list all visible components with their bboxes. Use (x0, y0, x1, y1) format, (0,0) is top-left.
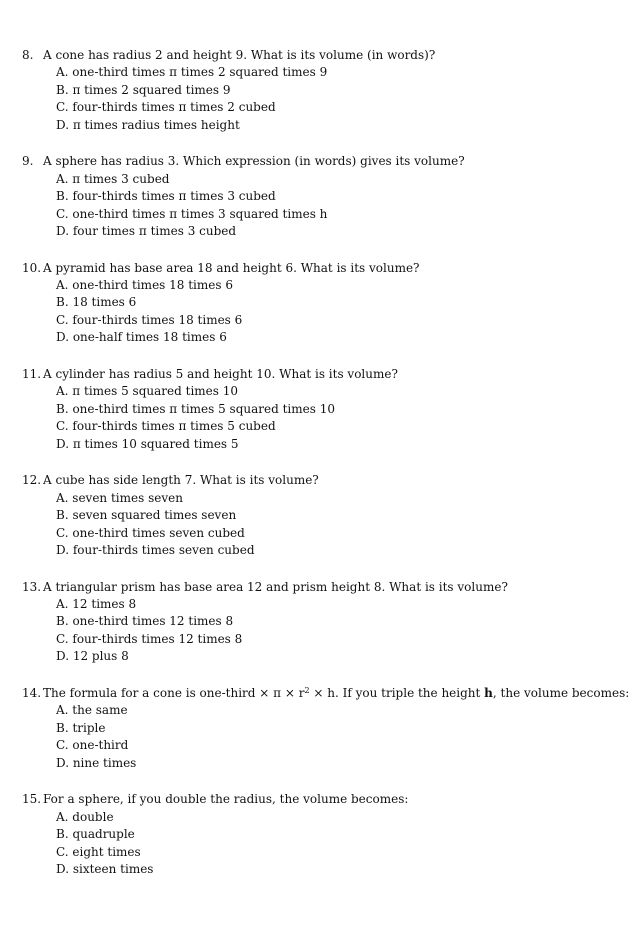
choice-c: C. four-thirds times 12 times 8 (56, 631, 243, 646)
choice-b: B. one-third times π times 5 squared times 10 (56, 401, 335, 416)
choice-list (0, 490, 608, 560)
question-text: A cube has side length 7. What is its volume? (43, 473, 319, 488)
question-stem (0, 579, 608, 596)
choice-b: B. seven squared times seven (56, 508, 237, 523)
question-stem (0, 685, 629, 702)
question-number: 12. (22, 473, 42, 488)
choice-d: D. 12 plus 8 (56, 649, 129, 664)
choice-d: D. nine times (56, 755, 137, 770)
question-number: 9. (22, 154, 34, 169)
question-number: 15. (22, 792, 42, 807)
question-9 (0, 153, 608, 240)
choice-d: D. four times π times 3 cubed (56, 223, 237, 238)
choice-a: A. double (56, 809, 114, 824)
choice-d: D. four-thirds times seven cubed (56, 542, 255, 557)
choice-b: B. π times 2 squared times 9 (56, 82, 231, 97)
question-text: A sphere has radius 3. Which expression (in words) gives its volume? (43, 154, 465, 169)
choice-list (0, 383, 608, 453)
choice-d: D. π times 10 squared times 5 (56, 436, 239, 451)
choice-c: C. four-thirds times 18 times 6 (56, 312, 243, 327)
choice-b: B. quadruple (56, 827, 135, 842)
choice-a: A. the same (56, 703, 128, 718)
choice-c: C. four-thirds times π times 5 cubed (56, 419, 276, 434)
choice-list (0, 277, 608, 347)
choice-b: B. triple (56, 720, 106, 735)
choice-a: A. one-third times π times 2 squared times 9 (56, 65, 328, 80)
question-stem (0, 472, 608, 489)
question-number: 14. (22, 685, 42, 700)
choice-list (0, 64, 608, 134)
question-13 (0, 579, 608, 666)
choice-a: A. one-third times 18 times 6 (56, 278, 233, 293)
choice-list (0, 809, 608, 879)
question-number: 11. (22, 366, 42, 381)
choice-c: C. four-thirds times π times 2 cubed (56, 100, 276, 115)
question-text: A triangular prism has base area 12 and prism height 8. What is its volume? (43, 579, 508, 594)
question-stem (0, 153, 608, 170)
choice-c: C. one-third times seven cubed (56, 525, 245, 540)
stem-text-end: , the volume becomes: (492, 685, 629, 700)
question-14 (0, 685, 629, 772)
choice-a: A. π times 3 cubed (56, 171, 170, 186)
question-10 (0, 260, 608, 347)
choice-c: C. one-third times π times 3 squared times h (56, 206, 328, 221)
question-15 (0, 791, 608, 878)
question-stem (0, 260, 608, 277)
question-stem (0, 366, 608, 383)
question-text: A cone has radius 2 and height 9. What is its volume (in words)? (43, 48, 436, 62)
choice-d: D. sixteen times (56, 861, 154, 876)
choice-c: C. one-third (56, 738, 129, 753)
choice-a: A. seven times seven (56, 490, 183, 505)
question-8 (0, 47, 608, 134)
question-text: A pyramid has base area 18 and height 6. What is its volume? (43, 260, 420, 275)
choice-list (0, 171, 608, 241)
choice-list (0, 596, 608, 666)
choice-list (0, 702, 608, 772)
choice-d: D. one-half times 18 times 6 (56, 330, 227, 345)
choice-b: B. one-third times 12 times 8 (56, 614, 234, 629)
question-text: For a sphere, if you double the radius, the volume becomes: (43, 792, 409, 807)
question-stem (0, 47, 608, 64)
choice-b: B. four-thirds times π times 3 cubed (56, 189, 276, 204)
bold-variable: h (484, 685, 493, 700)
question-11 (0, 366, 608, 453)
exponent: 2 (304, 685, 310, 695)
question-number: 8. (22, 48, 34, 62)
question-text (43, 686, 629, 700)
choice-d: D. π times radius times height (56, 117, 240, 132)
stem-text-middle: × h. If you triple the height (309, 685, 485, 700)
choice-a: A. π times 5 squared times 10 (56, 384, 238, 399)
question-number: 13. (22, 579, 42, 594)
question-stem (0, 791, 608, 808)
question-text: A cylinder has radius 5 and height 10. What is its volume? (43, 366, 398, 381)
question-number: 10. (22, 260, 42, 275)
choice-c: C. eight times (56, 844, 141, 859)
stem-text-start: The formula for a cone is one-third × π × r (43, 685, 305, 700)
question-12 (0, 472, 608, 559)
choice-b: B. 18 times 6 (56, 295, 137, 310)
choice-a: A. 12 times 8 (56, 597, 137, 612)
